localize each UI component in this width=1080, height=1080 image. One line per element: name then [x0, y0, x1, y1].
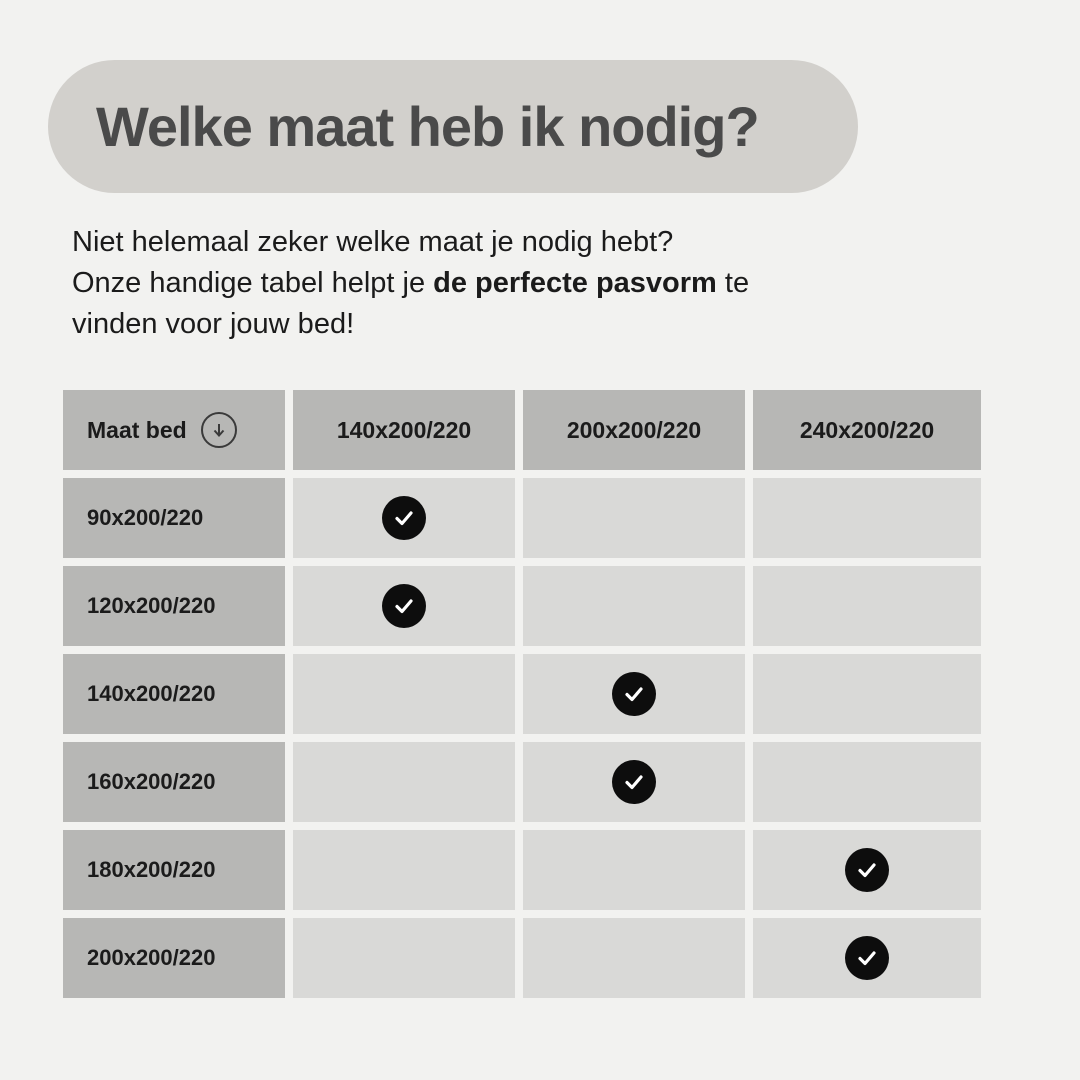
- check-circle-icon: [845, 936, 889, 980]
- intro-line-2-emphasis: de perfecte pasvorm: [433, 267, 717, 299]
- row-label: 200x200/220: [63, 918, 285, 998]
- check-circle-icon: [612, 672, 656, 716]
- table-cell: [523, 742, 745, 822]
- table-cell: [523, 830, 745, 910]
- table-cell: [753, 478, 981, 558]
- check-circle-icon: [382, 584, 426, 628]
- row-label: 160x200/220: [63, 742, 285, 822]
- intro-line-2-pre: Onze handige tabel helpt je: [72, 267, 434, 299]
- table-row: [63, 830, 1005, 910]
- table-cell: [753, 830, 981, 910]
- table-row: [63, 478, 1005, 558]
- table-cell: [523, 478, 745, 558]
- intro-line-3: vinden voor jouw bed!: [72, 308, 355, 340]
- check-circle-icon: [612, 760, 656, 804]
- column-header-3: 240x200/220: [753, 390, 981, 470]
- table-cell: [293, 566, 515, 646]
- column-header-2: 200x200/220: [523, 390, 745, 470]
- title-banner: [48, 60, 858, 193]
- table-corner-cell: [63, 390, 285, 470]
- check-circle-icon: [845, 848, 889, 892]
- table-cell: [293, 742, 515, 822]
- size-table: [63, 390, 1005, 1006]
- table-cell: [523, 566, 745, 646]
- page-title: Welke maat heb ik nodig?: [96, 95, 759, 158]
- table-cell: [523, 918, 745, 998]
- intro-line-2-post: te: [716, 267, 750, 299]
- check-circle-icon: [382, 496, 426, 540]
- table-cell: [293, 918, 515, 998]
- table-cell: [753, 742, 981, 822]
- table-row: [63, 918, 1005, 998]
- table-cell: [753, 654, 981, 734]
- row-label: 120x200/220: [63, 566, 285, 646]
- table-cell: [293, 654, 515, 734]
- table-cell: [293, 830, 515, 910]
- row-label: 180x200/220: [63, 830, 285, 910]
- intro-paragraph: [72, 222, 972, 345]
- table-cell: [753, 918, 981, 998]
- arrow-down-circle-icon: [201, 412, 237, 448]
- table-row: [63, 742, 1005, 822]
- table-header-row: [63, 390, 1005, 470]
- table-cell: [293, 478, 515, 558]
- table-cell: [753, 566, 981, 646]
- row-label: 90x200/220: [63, 478, 285, 558]
- row-label: 140x200/220: [63, 654, 285, 734]
- table-corner-label: Maat bed: [87, 416, 187, 443]
- table-cell: [523, 654, 745, 734]
- table-row: [63, 654, 1005, 734]
- column-header-1: 140x200/220: [293, 390, 515, 470]
- intro-line-1: Niet helemaal zeker welke maat je nodig hebt?: [72, 226, 674, 258]
- table-row: [63, 566, 1005, 646]
